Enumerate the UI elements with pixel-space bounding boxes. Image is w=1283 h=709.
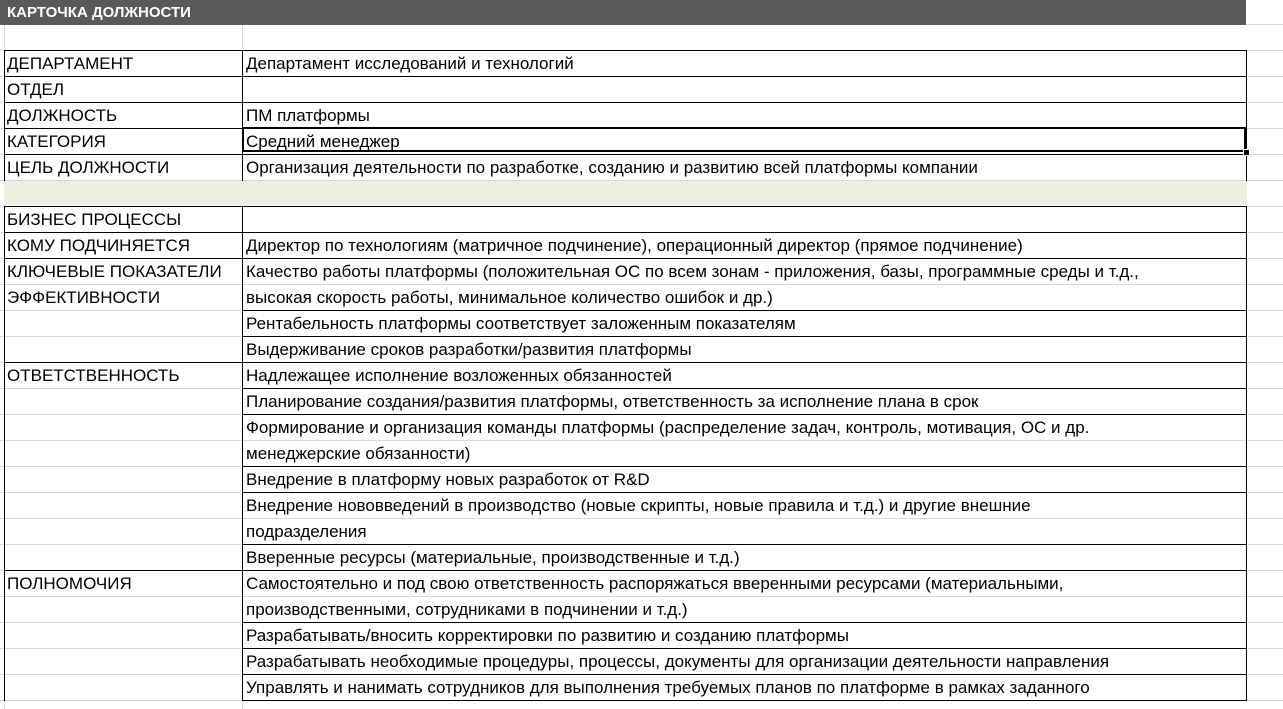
- column-border: [1246, 414, 1247, 467]
- column-border: [4, 206, 5, 233]
- row-value[interactable]: [246, 51, 1244, 77]
- column-border: [4, 232, 5, 259]
- row-label[interactable]: [7, 493, 239, 545]
- column-border: [4, 76, 5, 103]
- row-value-line: Внедрение в платформу новых разработок от R&D: [246, 470, 650, 489]
- column-border: [242, 310, 243, 337]
- row-value-line: Разрабатывать/вносить корректировки по развитию и созданию платформы: [246, 626, 849, 645]
- column-border: [242, 258, 243, 311]
- row-value[interactable]: [246, 493, 1244, 545]
- row-label[interactable]: [7, 415, 239, 467]
- row-value-line: Планирование создания/развития платформы, ответственность за исполнение плана в срок: [246, 392, 979, 411]
- row-value-line: Качество работы платформы (положительная ОС по всем зонам - приложения, базы, программные среды и т.д.,: [246, 262, 1139, 281]
- row-label[interactable]: ЦЕЛЬ ДОЛЖНОСТИ: [7, 158, 170, 177]
- column-border: [4, 258, 5, 311]
- row-value[interactable]: [246, 389, 1244, 415]
- column-border: [1246, 102, 1247, 129]
- column-border: [242, 674, 243, 701]
- row-label[interactable]: ДОЛЖНОСТЬ: [7, 106, 118, 125]
- column-border: [4, 310, 5, 337]
- column-border: [242, 102, 243, 129]
- row-value[interactable]: [246, 207, 1244, 233]
- page-title: КАРТОЧКА ДОЛЖНОСТИ: [7, 4, 191, 21]
- row-value[interactable]: [246, 545, 1244, 571]
- row-value-line: подразделения: [246, 522, 367, 541]
- column-border: [4, 154, 5, 181]
- row-label[interactable]: [7, 389, 239, 415]
- row-label[interactable]: ПОЛНОМОЧИЯ: [7, 574, 132, 593]
- column-border: [4, 648, 5, 675]
- column-border: [1246, 258, 1247, 311]
- row-value[interactable]: [246, 233, 1244, 259]
- row-value[interactable]: [246, 311, 1244, 337]
- column-border: [242, 648, 243, 675]
- row-label[interactable]: КОМУ ПОДЧИНЯЕТСЯ: [7, 236, 190, 255]
- column-border: [1246, 622, 1247, 649]
- row-label[interactable]: [7, 337, 239, 363]
- row-value[interactable]: [246, 649, 1244, 675]
- column-border: [242, 388, 243, 415]
- column-border: [1246, 388, 1247, 415]
- row-border: [242, 700, 1247, 701]
- row-value[interactable]: [246, 467, 1244, 493]
- column-border: [1246, 466, 1247, 493]
- row-value-line: Надлежащее исполнение возложенных обязанностей: [246, 366, 672, 385]
- row-label[interactable]: ОТВЕТСТВЕННОСТЬ: [7, 366, 180, 385]
- row-value-line: Управлять и нанимать сотрудников для выполнения требуемых планов по платформе в рамках заданного: [246, 678, 1090, 697]
- row-value-line: Самостоятельно и под свою ответственность распоряжаться вверенными ресурсами (материальными,: [246, 574, 1064, 593]
- column-border: [242, 154, 243, 181]
- column-border: [1246, 492, 1247, 545]
- column-border: [4, 336, 5, 363]
- column-border: [242, 466, 243, 493]
- column-border: [1246, 50, 1247, 77]
- column-border: [1246, 310, 1247, 337]
- column-border: [4, 102, 5, 129]
- column-border: [1246, 362, 1247, 389]
- column-border: [4, 128, 5, 155]
- column-border: [4, 466, 5, 493]
- row-label[interactable]: [7, 467, 239, 493]
- column-border: [1246, 336, 1247, 363]
- column-border: [4, 544, 5, 571]
- row-value-line: Внедрение нововведений в производство (новые скрипты, новые правила и т.д.) и другие внешние: [246, 496, 1031, 515]
- row-value[interactable]: [246, 571, 1244, 623]
- title-bar: [0, 0, 1246, 25]
- row-label-line: КЛЮЧЕВЫЕ ПОКАЗАТЕЛИ: [7, 262, 222, 281]
- column-border: [242, 544, 243, 571]
- row-value-line: ПМ платформы: [246, 106, 370, 125]
- row-label[interactable]: ОТДЕЛ: [7, 80, 65, 99]
- column-border: [242, 414, 243, 467]
- column-border: [4, 570, 5, 623]
- column-border: [242, 570, 243, 623]
- column-border: [1246, 544, 1247, 571]
- row-label[interactable]: БИЗНЕС ПРОЦЕССЫ: [7, 210, 182, 229]
- column-border: [1246, 206, 1247, 233]
- row-value-line: Рентабельность платформы соответствует заложенным показателям: [246, 314, 796, 333]
- column-border: [242, 492, 243, 545]
- row-value-line: высокая скорость работы, минимальное количество ошибок и др.): [246, 288, 773, 307]
- row-label[interactable]: [7, 649, 239, 675]
- column-border: [4, 622, 5, 649]
- column-border: [242, 76, 243, 103]
- column-border: [4, 362, 5, 389]
- column-border: [4, 492, 5, 545]
- row-label[interactable]: [7, 623, 239, 649]
- column-border: [4, 414, 5, 467]
- column-border: [1246, 232, 1247, 259]
- column-border: [1246, 648, 1247, 675]
- row-value[interactable]: [246, 337, 1244, 363]
- row-value[interactable]: [246, 415, 1244, 467]
- row-label[interactable]: [7, 311, 239, 337]
- row-value[interactable]: [246, 623, 1244, 649]
- row-label[interactable]: [7, 675, 239, 701]
- column-border: [242, 362, 243, 389]
- column-border: [4, 388, 5, 415]
- row-label-line: ЭФФЕКТИВНОСТИ: [7, 288, 161, 307]
- row-value-line: Разрабатывать необходимые процедуры, процессы, документы для организации деятельности направления: [246, 652, 1110, 671]
- section-separator-band[interactable]: [4, 181, 1247, 205]
- column-border: [4, 674, 5, 701]
- row-value-line: менеджерские обязанности): [246, 444, 471, 463]
- column-border: [1246, 76, 1247, 103]
- row-value[interactable]: [246, 675, 1244, 701]
- row-value-line: Организация деятельности по разработке, созданию и развитию всей платформы компании: [246, 158, 978, 177]
- row-value-line: Директор по технологиям (матричное подчинение), операционный директор (прямое подчинение): [246, 236, 1023, 255]
- column-border: [4, 50, 5, 77]
- column-border: [1246, 570, 1247, 623]
- row-label[interactable]: [7, 259, 239, 311]
- row-value[interactable]: [246, 155, 1244, 181]
- row-value[interactable]: [246, 259, 1244, 311]
- row-value-line: Выдерживание сроков разработки/развития платформы: [246, 340, 692, 359]
- column-border: [242, 206, 243, 233]
- row-value-line: производственными, сотрудниками в подчинении и т.д.): [246, 600, 688, 619]
- column-border: [1246, 674, 1247, 701]
- column-border: [242, 336, 243, 363]
- column-border: [242, 232, 243, 259]
- row-value-line: Формирование и организация команды платформы (распределение задач, контроль, мотивация, ОС и др.: [246, 418, 1090, 437]
- column-border: [1246, 154, 1247, 181]
- row-value[interactable]: [246, 363, 1244, 389]
- fill-handle[interactable]: [1243, 149, 1250, 156]
- column-border: [242, 50, 243, 77]
- row-value[interactable]: [246, 77, 1244, 103]
- row-value-line: Департамент исследований и технологий: [246, 54, 574, 73]
- selected-cell[interactable]: [242, 127, 1246, 152]
- row-label[interactable]: [7, 545, 239, 571]
- row-value-line: Средний менеджер: [246, 132, 400, 151]
- column-border: [242, 622, 243, 649]
- row-label[interactable]: КАТЕГОРИЯ: [7, 132, 106, 151]
- row-value-line: Вверенные ресурсы (материальные, производственные и т.д.): [246, 548, 740, 567]
- row-value[interactable]: [246, 103, 1244, 129]
- row-label[interactable]: ДЕПАРТАМЕНТ: [7, 54, 134, 73]
